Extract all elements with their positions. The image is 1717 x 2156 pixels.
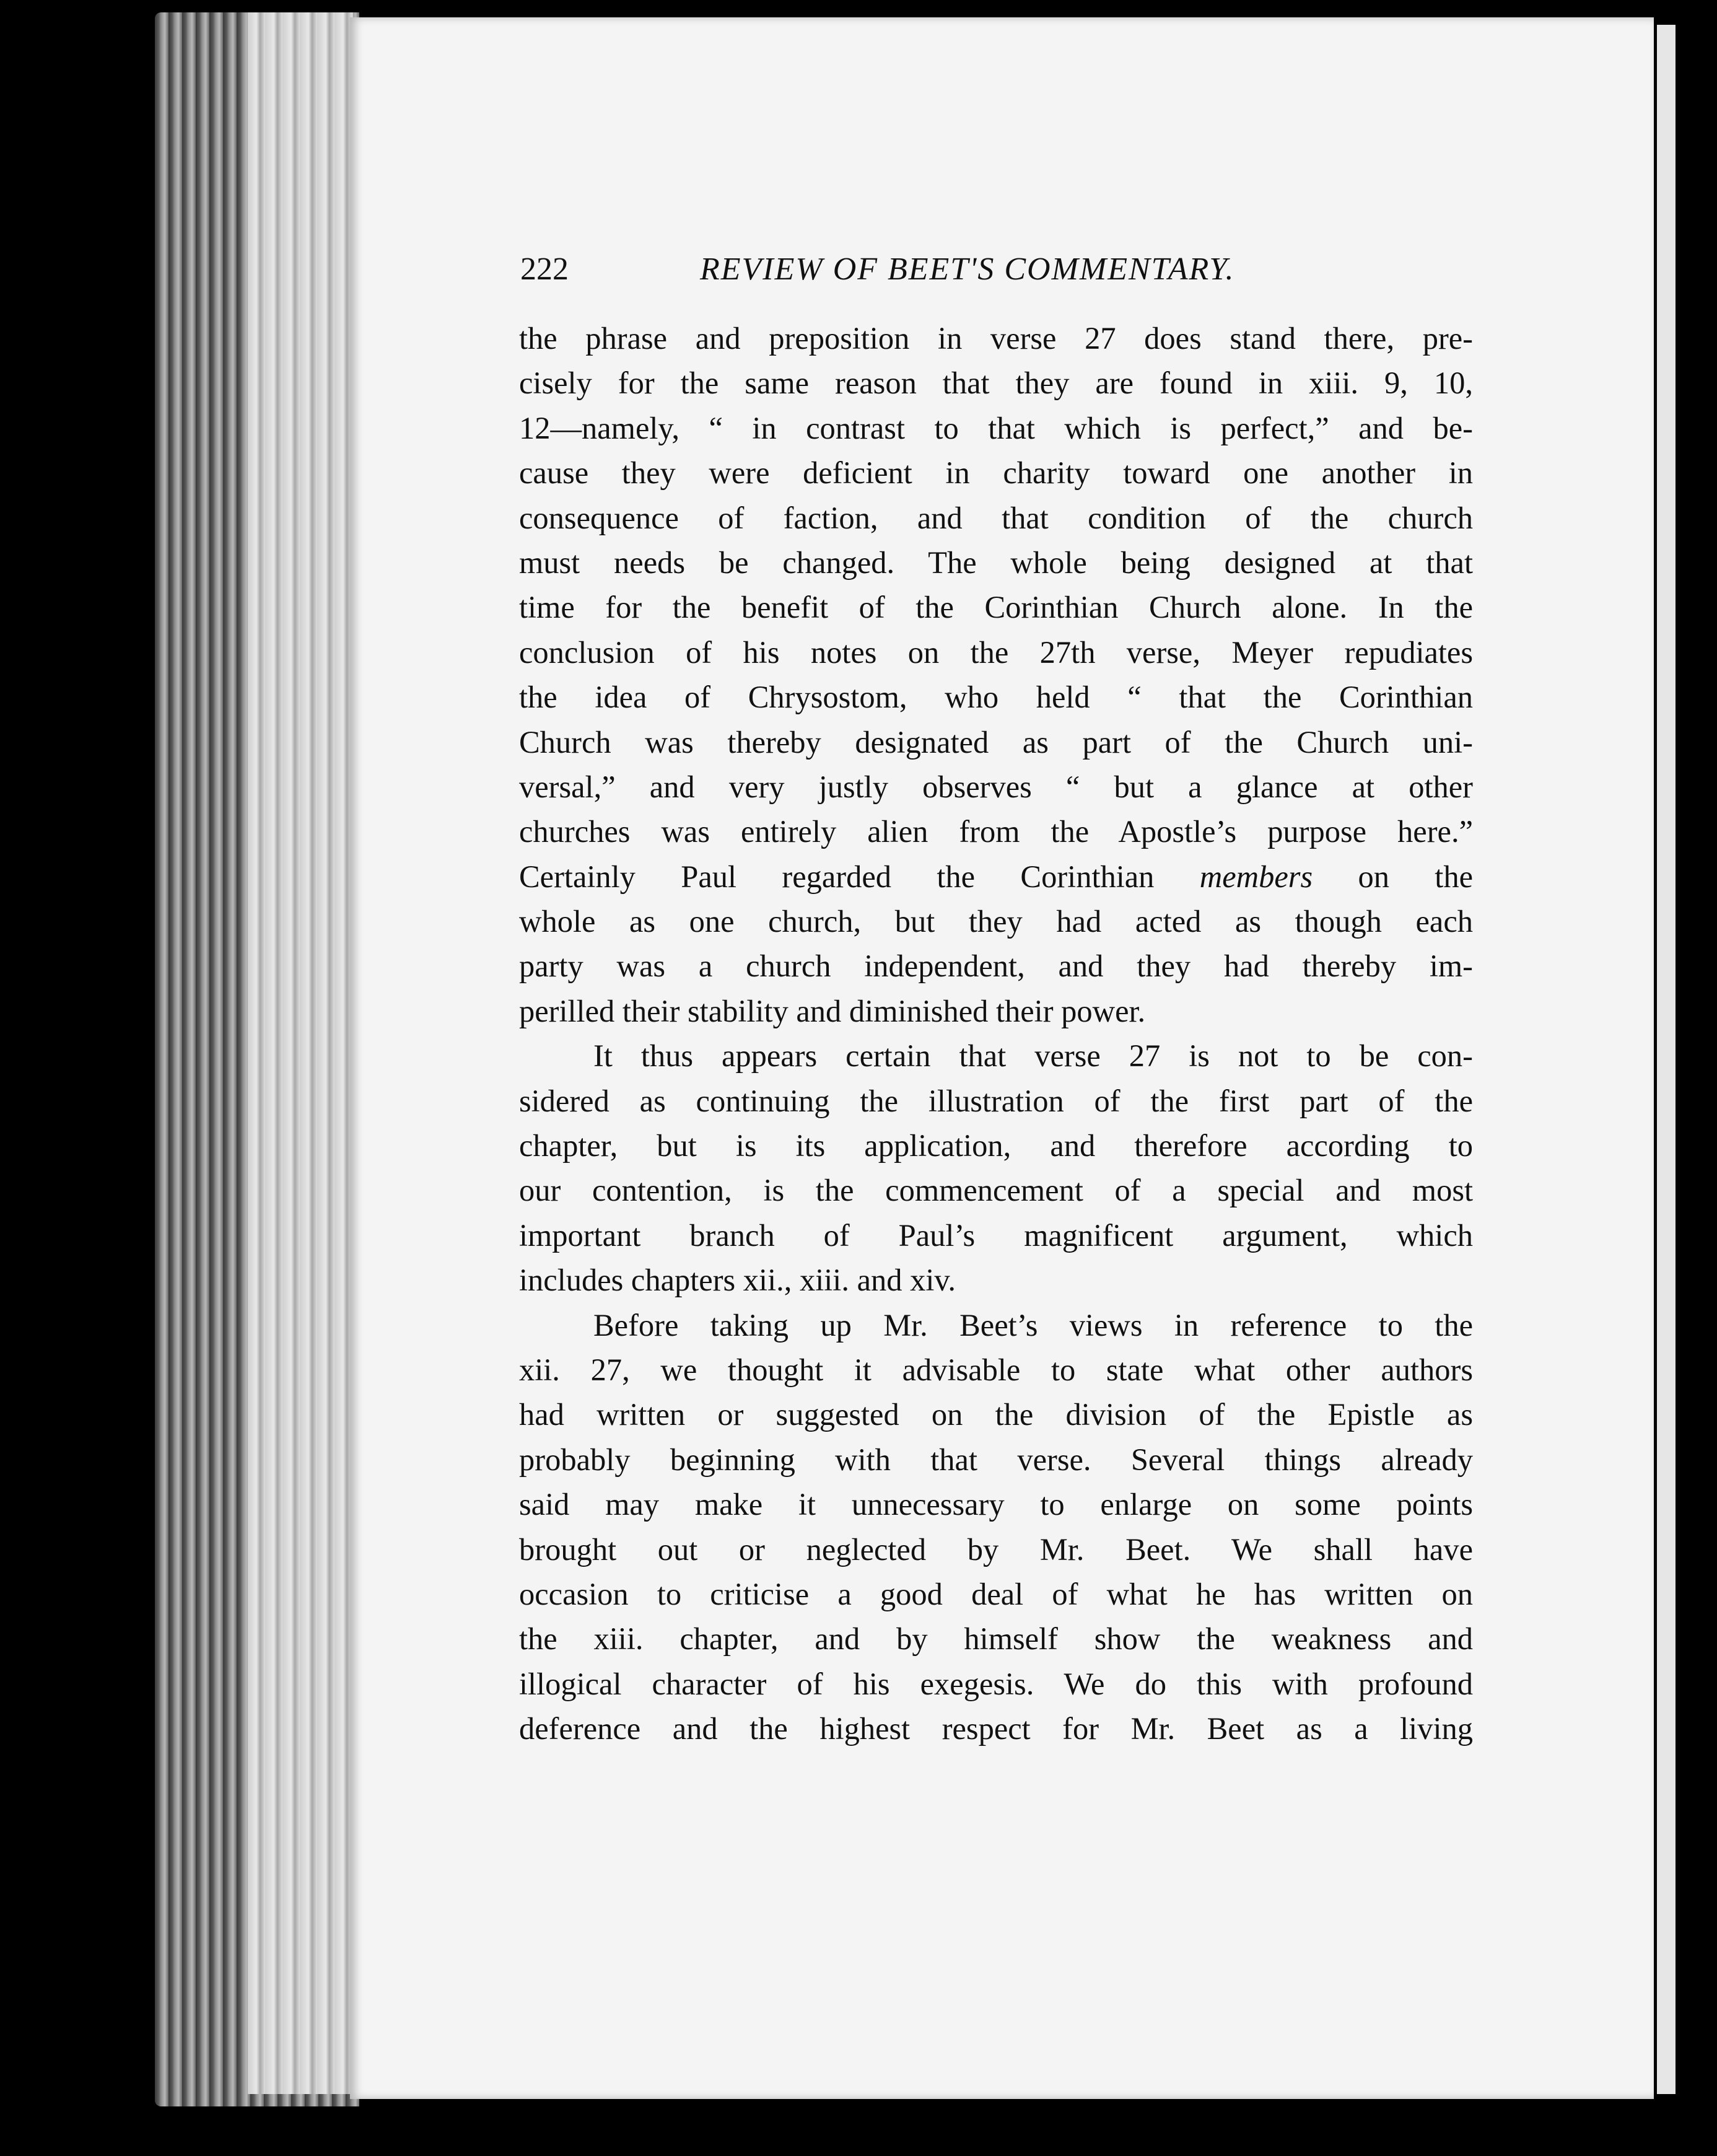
text-line: had written or suggested on the division of the Epistle as	[519, 1397, 1473, 1432]
text-line: whole as one church, but they had acted as though each	[519, 904, 1473, 939]
text-line: our contention, is the commencement of a special and most	[519, 1173, 1473, 1208]
page-number: 222	[520, 252, 569, 287]
text-line: deference and the highest respect for Mr. Beet as a living	[519, 1711, 1473, 1746]
text-line: the idea of Chrysostom, who held “ that the Corinthian	[519, 680, 1473, 715]
text-line: probably beginning with that verse. Several things already	[519, 1442, 1473, 1477]
page-header	[520, 251, 1474, 294]
text-line: includes chapters xii., xiii. and xiv.	[519, 1263, 956, 1298]
text-line: Church was thereby designated as part of the Church uni-	[519, 724, 1473, 760]
text-line: occasion to criticise a good deal of what he has written on	[519, 1576, 1473, 1611]
text-line: Certainly Paul regarded the Corinthian members on the	[519, 859, 1474, 894]
facing-page-sliver	[1657, 25, 1675, 2094]
text-line: must needs be changed. The whole being designed at that	[519, 545, 1473, 580]
book-page-edges-inner	[248, 12, 353, 2094]
text-line: sidered as continuing the illustration of the first part of the	[519, 1083, 1473, 1118]
text-line: chapter, but is its application, and therefore according to	[519, 1128, 1473, 1163]
text-line: cause they were deficient in charity toward one another in	[519, 455, 1473, 491]
text-line: important branch of Paul’s magnificent argument, which	[519, 1217, 1473, 1253]
text-line: the phrase and preposition in verse 27 does stand there, pre-	[519, 321, 1473, 356]
running-head: REVIEW OF BEET'S COMMENTARY.	[700, 252, 1235, 287]
emphasis-word: members	[1199, 859, 1313, 894]
text-line: party was a church independent, and they had thereby im-	[519, 949, 1473, 984]
text-line: the xiii. chapter, and by himself show the weakness and	[519, 1621, 1473, 1657]
body-text	[519, 316, 1473, 1751]
text-line: cisely for the same reason that they are found in xiii. 9, 10,	[519, 366, 1473, 401]
text-line: Before taking up Mr. Beet’s views in reference to the	[593, 1307, 1473, 1343]
text-line: illogical character of his exegesis. We do this with profound	[519, 1666, 1473, 1701]
text-line: time for the benefit of the Corinthian Church alone. In the	[519, 590, 1473, 625]
text-line: It thus appears certain that verse 27 is not to be con-	[593, 1038, 1473, 1074]
text-line: versal,” and very justly observes “ but a glance at other	[519, 769, 1473, 804]
text-line: said may make it unnecessary to enlarge on some points	[519, 1487, 1473, 1522]
text-line: consequence of faction, and that condition of the church	[519, 500, 1473, 535]
text-line: perilled their stability and diminished their power.	[519, 993, 1146, 1028]
text-line: churches was entirely alien from the Apostle’s purpose here.”	[519, 814, 1473, 849]
text-line: xii. 27, we thought it advisable to state what other authors	[519, 1352, 1473, 1387]
text-line: conclusion of his notes on the 27th verse, Meyer repudiates	[519, 634, 1473, 670]
text-line: 12—namely, “ in contrast to that which is perfect,” and be-	[519, 410, 1473, 445]
text-line: brought out or neglected by Mr. Beet. We shall have	[519, 1532, 1473, 1567]
